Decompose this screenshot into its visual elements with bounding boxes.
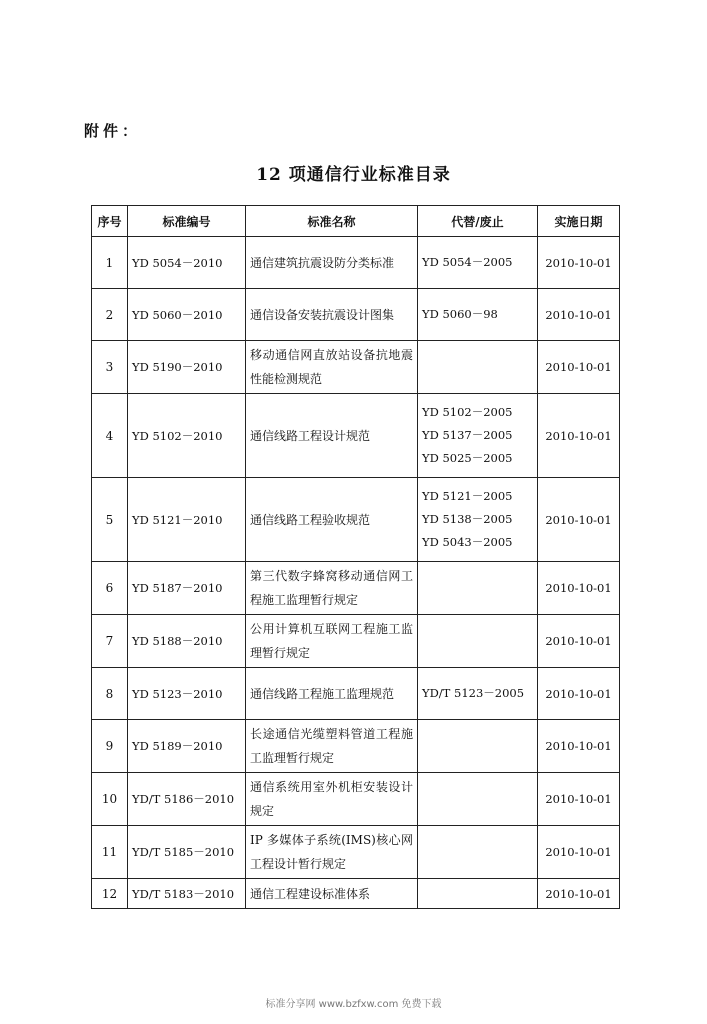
standard-name: 通信设备安装抗震设计图集 [246, 289, 418, 341]
standard-name: 通信线路工程验收规范 [246, 478, 418, 562]
table-row [92, 879, 620, 909]
standard-name: 通信建筑抗震设防分类标准 [246, 237, 418, 289]
document-title: 12 项通信行业标准目录 [256, 165, 451, 185]
standard-code: YD 5189－2010 [128, 720, 246, 773]
replaces-cell [418, 394, 538, 478]
row-number: 12 [92, 879, 128, 909]
header-replaces: 代替/废止 [418, 206, 538, 237]
table-header-row [92, 206, 620, 237]
header-date: 实施日期 [538, 206, 620, 237]
replaced-standard: YD 5025－2005 [422, 451, 513, 465]
effective-date: 2010-10-01 [538, 237, 620, 289]
effective-date: 2010-10-01 [538, 394, 620, 478]
standard-code: YD 5123－2010 [128, 668, 246, 720]
replaces-cell [418, 562, 538, 615]
standard-name: 通信线路工程设计规范 [246, 394, 418, 478]
standard-name: 移动通信网直放站设备抗地震性能检测规范 [246, 341, 418, 394]
standard-code: YD/T 5186－2010 [128, 773, 246, 826]
effective-date: 2010-10-01 [538, 826, 620, 879]
standard-code: YD 5188－2010 [128, 615, 246, 668]
replaced-standard: YD 5137－2005 [422, 428, 513, 442]
replaced-standard: YD 5060－98 [422, 307, 498, 321]
replaced-standard: YD 5138－2005 [422, 512, 513, 526]
standard-code: YD/T 5183－2010 [128, 879, 246, 909]
replaced-standard: YD 5102－2005 [422, 405, 513, 419]
header-no: 序号 [92, 206, 128, 237]
standard-code: YD 5190－2010 [128, 341, 246, 394]
replaces-cell [418, 615, 538, 668]
replaced-standard: YD/T 5123－2005 [422, 686, 525, 700]
standards-table [91, 205, 620, 909]
row-number: 4 [92, 394, 128, 478]
table-row [92, 720, 620, 773]
row-number: 3 [92, 341, 128, 394]
standard-code: YD 5054－2010 [128, 237, 246, 289]
table-row [92, 237, 620, 289]
row-number: 8 [92, 668, 128, 720]
replaces-cell [418, 826, 538, 879]
standard-code: YD 5121－2010 [128, 478, 246, 562]
standard-name: 第三代数字蜂窝移动通信网工程施工监理暂行规定 [246, 562, 418, 615]
row-number: 1 [92, 237, 128, 289]
replaces-cell [418, 773, 538, 826]
replaces-cell [418, 289, 538, 341]
standard-name: 通信系统用室外机柜安装设计规定 [246, 773, 418, 826]
table-row [92, 773, 620, 826]
replaces-cell [418, 668, 538, 720]
standard-code: YD 5102－2010 [128, 394, 246, 478]
effective-date: 2010-10-01 [538, 773, 620, 826]
row-number: 2 [92, 289, 128, 341]
effective-date: 2010-10-01 [538, 720, 620, 773]
row-number: 5 [92, 478, 128, 562]
effective-date: 2010-10-01 [538, 879, 620, 909]
replaces-cell [418, 237, 538, 289]
replaces-cell [418, 720, 538, 773]
header-code: 标准编号 [128, 206, 246, 237]
replaces-cell [418, 478, 538, 562]
row-number: 6 [92, 562, 128, 615]
effective-date: 2010-10-01 [538, 668, 620, 720]
row-number: 11 [92, 826, 128, 879]
table-row [92, 394, 620, 478]
table-row [92, 615, 620, 668]
effective-date: 2010-10-01 [538, 341, 620, 394]
replaces-cell [418, 341, 538, 394]
table-row [92, 289, 620, 341]
replaces-cell [418, 879, 538, 909]
effective-date: 2010-10-01 [538, 478, 620, 562]
standard-code: YD/T 5185－2010 [128, 826, 246, 879]
replaced-standard: YD 5121－2005 [422, 489, 513, 503]
replaced-standard: YD 5043－2005 [422, 535, 513, 549]
effective-date: 2010-10-01 [538, 289, 620, 341]
row-number: 10 [92, 773, 128, 826]
table-row [92, 826, 620, 879]
table-row [92, 562, 620, 615]
standard-name: 公用计算机互联网工程施工监理暂行规定 [246, 615, 418, 668]
annex-label: 附件： [84, 122, 142, 140]
table-row [92, 668, 620, 720]
standard-name: IP 多媒体子系统(IMS)核心网工程设计暂行规定 [246, 826, 418, 879]
standard-code: YD 5060－2010 [128, 289, 246, 341]
row-number: 7 [92, 615, 128, 668]
footer-watermark: 标准分享网 www.bzfxw.com 免费下载 [265, 999, 442, 1010]
header-name: 标准名称 [246, 206, 418, 237]
standard-code: YD 5187－2010 [128, 562, 246, 615]
table-row [92, 478, 620, 562]
effective-date: 2010-10-01 [538, 615, 620, 668]
standard-name: 通信线路工程施工监理规范 [246, 668, 418, 720]
row-number: 9 [92, 720, 128, 773]
standard-name: 通信工程建设标准体系 [246, 879, 418, 909]
effective-date: 2010-10-01 [538, 562, 620, 615]
table-row [92, 341, 620, 394]
replaced-standard: YD 5054－2005 [422, 255, 513, 269]
standard-name: 长途通信光缆塑料管道工程施工监理暂行规定 [246, 720, 418, 773]
